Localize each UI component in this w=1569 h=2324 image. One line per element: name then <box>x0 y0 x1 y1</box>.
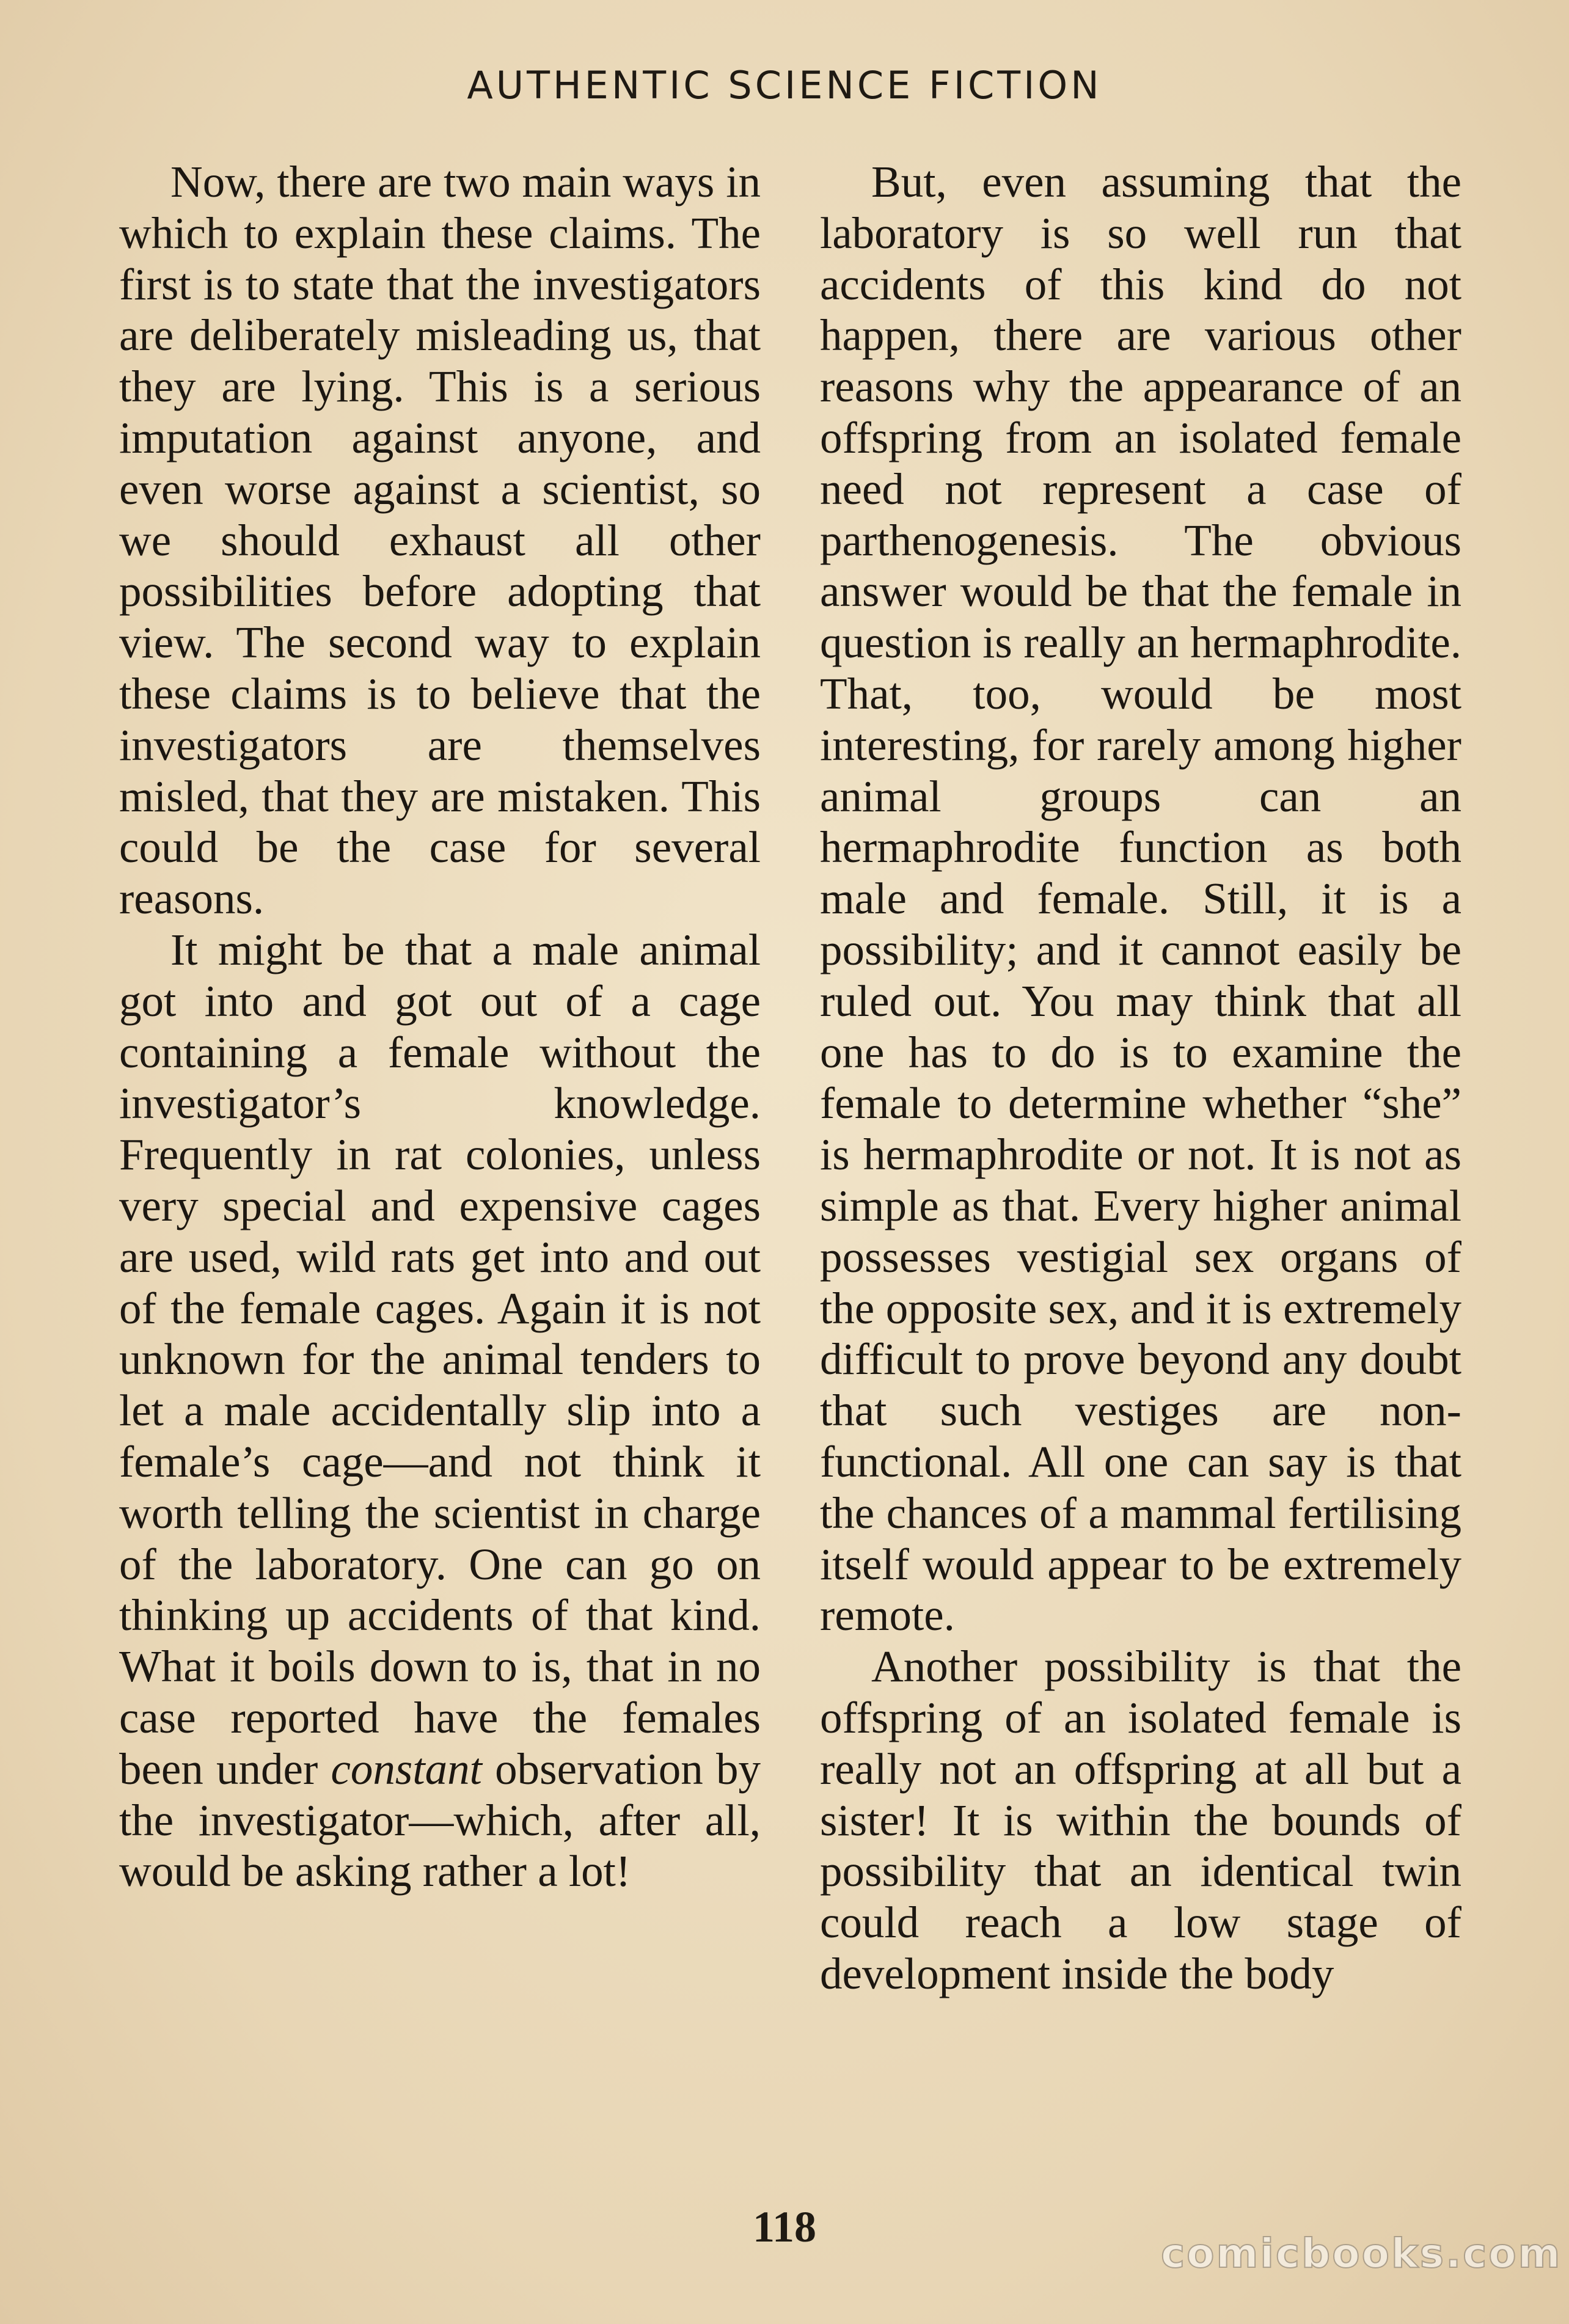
paragraph <box>119 924 761 1897</box>
paragraph: Now, there are two main ways in which to explain these claims. The first is to state that the investigators are deliberately misleading us, that they are lying. This is a serious imputation against anyone, and even worse against a scientist, so we should exhaust all other possibilities before adopting that view. The second way to explain these claims is to believe that the investigators are themselves misled, that they are mistaken. This could be the case for several reasons. <box>119 157 761 924</box>
watermark-logo: comicbooks.com <box>1161 2230 1562 2277</box>
right-column <box>820 156 1461 2000</box>
paragraph-text: It might be that a male animal got into and got out of a cage containing a female without the investigator’s knowledge. Frequently in rat colonies, unless very special and expensive cages are used, wild rats get into and out of the female cages. Again it is not unknown for the animal tenders to let a male accidentally slip into a female’s cage—and not think it worth telling the scientist in charge of the laboratory. One can go on thinking up accidents of that kind. What it boils down to is, that in no case reported have the females been under <box>119 924 761 1794</box>
left-column <box>119 156 761 1897</box>
paragraph: Another possibility is that the offspring of an isolated female is really not an offspring at all but a sister! It is within the bounds of possibility that an identical twin could reach a low stage of development inside the body <box>820 1642 1461 1998</box>
emphasis-text: constant <box>331 1744 482 1794</box>
paragraph-text: observation by the investigator—which, after all, would be asking rather a lot! <box>119 1744 761 1896</box>
paragraph: But, even assuming that the laboratory is so well run that accidents of this kind do not happen, there are various other reasons why the appearance of an offspring from an isolated female need not represent a case of parthenogenesis. The obvious answer would be that the female in question is really an hermaphrodite. That, too, would be most interesting, for rarely among higher animal groups can an hermaphrodite function as both male and female. Still, it is a possibility; and it cannot easily be ruled out. You may think that all one has to do is to examine the female to determine whether “she” is hermaphrodite or not. It is not as simple as that. Every higher animal possesses vestigial sex organs of the opposite sex, and it is extremely difficult to prove beyond any doubt that such vestiges are non-functional. All one can say is that the chances of a mammal fertilising itself would appear to be extremely remote. <box>820 157 1461 1640</box>
running-header: AUTHENTIC SCIENCE FICTION <box>467 63 1102 108</box>
page-number: 118 <box>752 2202 817 2251</box>
